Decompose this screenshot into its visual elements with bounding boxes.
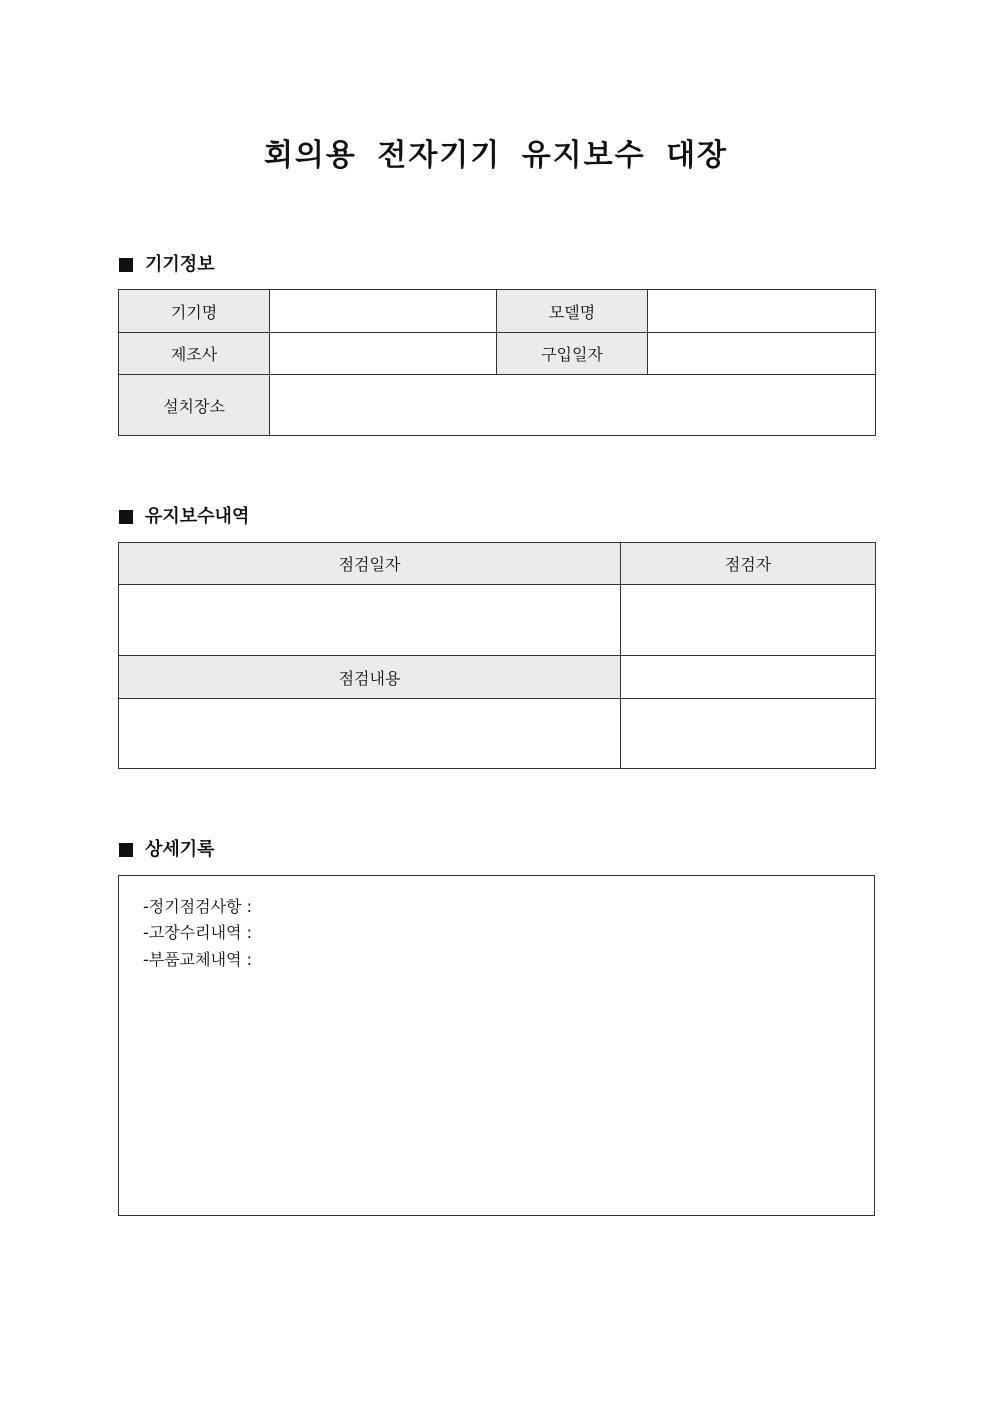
maintenance-table — [118, 542, 876, 769]
parts-replacement-line: -부품교체내역 : — [143, 950, 252, 969]
square-bullet-icon — [119, 258, 133, 272]
device-info-heading — [119, 253, 215, 277]
install-location-label: 설치장소 — [119, 375, 270, 436]
manufacturer-label: 제조사 — [119, 333, 270, 375]
inspection-date-field[interactable] — [119, 585, 621, 656]
device-info-heading-text: 기기정보 — [145, 254, 215, 275]
inspection-content-field[interactable] — [119, 699, 621, 769]
maintenance-row — [119, 699, 876, 769]
regular-inspection-line: -정기점검사항 : — [143, 897, 252, 916]
model-name-label: 모델명 — [497, 290, 648, 333]
device-info-row — [119, 290, 876, 333]
purchase-date-field[interactable] — [648, 333, 876, 375]
document-title: 회의용 전자기기 유지보수 대장 — [263, 138, 729, 173]
square-bullet-icon — [119, 843, 133, 857]
details-record-box[interactable] — [118, 875, 875, 1216]
purchase-date-label: 구입일자 — [497, 333, 648, 375]
maintenance-row — [119, 543, 876, 585]
maintenance-blank-cell[interactable] — [621, 699, 876, 769]
manufacturer-field[interactable] — [270, 333, 497, 375]
maintenance-row — [119, 656, 876, 699]
details-heading — [119, 838, 215, 862]
device-info-row — [119, 333, 876, 375]
maintenance-row — [119, 585, 876, 656]
inspection-date-label: 점검일자 — [119, 543, 621, 585]
inspector-field[interactable] — [621, 585, 876, 656]
inspection-content-label: 점검내용 — [119, 656, 621, 699]
repair-history-line: -고장수리내역 : — [143, 923, 252, 942]
inspector-label: 점검자 — [621, 543, 876, 585]
square-bullet-icon — [119, 510, 133, 524]
model-name-field[interactable] — [648, 290, 876, 333]
install-location-field[interactable] — [270, 375, 876, 436]
maintenance-heading-text: 유지보수내역 — [145, 506, 250, 527]
device-info-table — [118, 289, 876, 436]
maintenance-blank-cell[interactable] — [621, 656, 876, 699]
device-info-row — [119, 375, 876, 436]
device-name-label: 기기명 — [119, 290, 270, 333]
details-heading-text: 상세기록 — [145, 839, 215, 860]
maintenance-heading — [119, 505, 249, 529]
device-name-field[interactable] — [270, 290, 497, 333]
